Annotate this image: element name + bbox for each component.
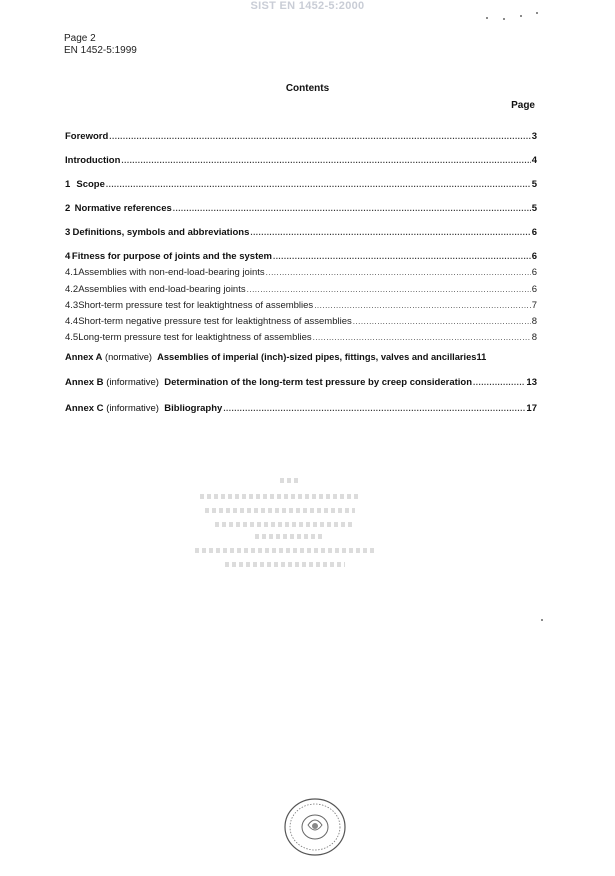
toc-entry-title: Fitness for purpose of joints and the system: [71, 251, 272, 262]
toc-entry-page: 8: [531, 316, 537, 327]
annex-label: Annex A: [65, 352, 103, 362]
faint-library-stamp: [190, 478, 380, 578]
toc-entry-title: Introduction: [65, 155, 121, 166]
toc-entry-page: 4: [531, 155, 537, 166]
toc-subentry-4-2[interactable]: [65, 284, 537, 295]
toc-entry-number: 4: [65, 251, 71, 262]
toc-subentry-4-4[interactable]: [65, 316, 537, 327]
toc-entry-number: 4.4: [65, 316, 79, 327]
toc-annex-b[interactable]: [65, 377, 537, 388]
toc-entry-page: 17: [526, 403, 537, 414]
toc-entry-title: Assemblies with end-load-bearing joints: [78, 284, 246, 295]
annex-title: Assemblies of imperial (inch)-sized pipes, fittings, valves and ancillaries: [157, 352, 477, 362]
annex-classification: (normative): [104, 352, 152, 362]
toc-subentry-4-5[interactable]: [65, 332, 537, 343]
toc-entry-number: 4.3: [65, 300, 79, 311]
toc-annex-a[interactable]: [65, 352, 537, 362]
toc-entry-number: 4.1: [65, 267, 79, 278]
document-watermark: SIST EN 1452-5:2000: [250, 0, 365, 12]
dot-leader: [121, 156, 530, 165]
annex-label: Annex B: [65, 377, 104, 388]
annex-classification: (informative): [106, 403, 159, 414]
toc-annex-c[interactable]: [65, 403, 537, 414]
toc-entry-page: 6: [531, 227, 537, 238]
annex-label: Annex C: [65, 403, 104, 414]
toc-entry-page: 6: [531, 251, 537, 262]
scan-speck: [503, 18, 505, 20]
dot-leader: [223, 404, 525, 413]
toc-entry-page: 6: [531, 284, 537, 295]
dot-leader: [173, 204, 531, 213]
toc-subentry-4-3[interactable]: [65, 300, 537, 311]
page-number: Page 2: [64, 33, 96, 44]
toc-subentry-4-1[interactable]: [65, 267, 537, 278]
toc-entry-page: 11: [476, 352, 487, 362]
toc-entry-page: 6: [531, 267, 537, 278]
toc-entry-title: Short-term negative pressure test for leaktightness of assemblies: [78, 316, 352, 327]
toc-entry-page: 3: [531, 131, 537, 142]
dot-leader: [273, 252, 531, 261]
toc-entry-foreword[interactable]: [65, 131, 537, 142]
dot-leader: [109, 132, 530, 141]
annex-classification: (informative): [106, 377, 159, 388]
scan-speck: [536, 12, 538, 14]
toc-entry-page: 8: [531, 332, 537, 343]
page-header: [64, 33, 137, 57]
dot-leader: [247, 285, 531, 294]
toc-entry-number: 4.5: [65, 332, 79, 343]
scan-speck: [520, 15, 522, 17]
toc-entry-title: Definitions, symbols and abbreviations: [72, 227, 250, 238]
round-seal-stamp: [283, 797, 347, 857]
toc-entry-title: Scope: [76, 179, 105, 190]
dot-leader: [250, 228, 530, 237]
toc-entry-page: 5: [531, 179, 537, 190]
toc-entry-title: Short-term pressure test for leaktightness of assemblies: [78, 300, 314, 311]
dot-leader: [314, 301, 531, 310]
page-column-label: Page: [511, 100, 535, 111]
toc-entry-page: 5: [531, 203, 537, 214]
toc-entry-fitness-for-purpose[interactable]: [65, 251, 537, 262]
toc-entry-title: Assemblies with non-end-load-bearing joints: [78, 267, 265, 278]
toc-entry-title: Normative references: [74, 203, 172, 214]
toc-entry-page: 7: [531, 300, 537, 311]
toc-entry-number: 2: [65, 203, 71, 214]
contents-title: Contents: [285, 83, 330, 94]
standard-id: EN 1452-5:1999: [64, 45, 137, 56]
toc-entry-number: 1: [65, 179, 71, 190]
toc-entry-number: 3: [65, 227, 71, 238]
annex-title: Determination of the long-term test pressure by creep consideration: [164, 377, 473, 388]
dot-leader: [353, 317, 531, 326]
toc-entry-page: 13: [526, 377, 537, 388]
scan-speck: [486, 17, 488, 19]
toc-entry-normative-references[interactable]: [65, 203, 537, 214]
dot-leader: [266, 268, 531, 277]
toc-entry-title: Foreword: [65, 131, 109, 142]
annex-title: Bibliography: [164, 403, 223, 414]
toc-entry-number: 4.2: [65, 284, 79, 295]
toc-entry-definitions[interactable]: [65, 227, 537, 238]
dot-leader: [473, 378, 525, 387]
dot-leader: [313, 333, 531, 342]
scan-speck: [541, 619, 543, 621]
dot-leader: [106, 180, 531, 189]
toc-entry-title: Long-term pressure test for leaktightness of assemblies: [78, 332, 312, 343]
toc-entry-scope[interactable]: [65, 179, 537, 190]
toc-entry-introduction[interactable]: [65, 155, 537, 166]
